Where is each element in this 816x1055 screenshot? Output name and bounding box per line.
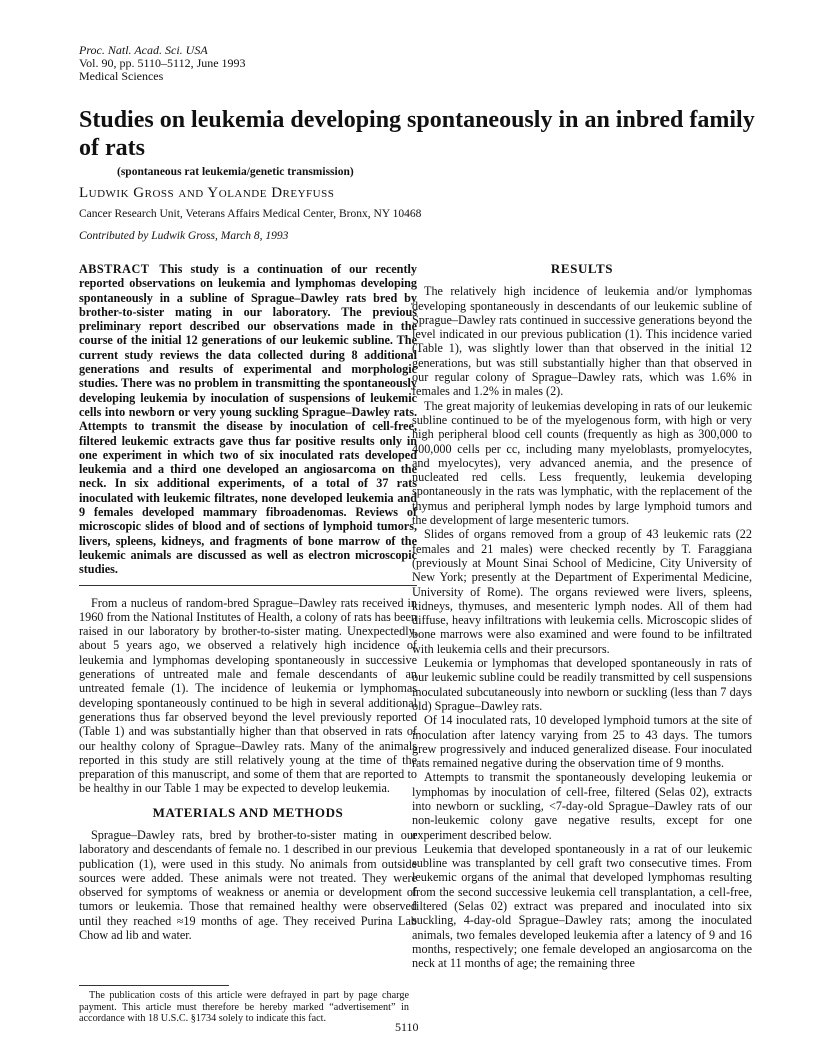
results-paragraph: Attempts to transmit the spontaneously developing leukemia or lymphomas by inoculation of cell-free, filtered (Selas 02), extracts into newborn or suckling, <7-day-old Sprague–Dawley rats of our non-leukemic colony gave negative results, except for one experiment described below. xyxy=(412,770,752,842)
results-heading: RESULTS xyxy=(550,261,614,276)
methods-heading: MATERIALS AND METHODS xyxy=(152,804,344,820)
methods-paragraph: Sprague–Dawley rats, bred by brother-to-sister mating in our laboratory and descendants of female no. 1 described in our previous publication (1), were used in this study. No animals from outside sources were added. These animals were not treated. They were observed for symptoms of weakness or anemia or development of tumors or leukemia. Those that remained healthy were observed until they reached ≈19 months of age. They received Purina Lab Chow ad lib and water. xyxy=(79,827,417,943)
affiliation: Cancer Research Unit, Veterans Affairs Medical Center, Bronx, NY 10468 xyxy=(79,208,422,220)
intro-paragraph: From a nucleus of random-bred Sprague–Dawley rats received in 1960 from the National Institutes of Health, a colony of rats has been raised in our laboratory by brother-to-sister mating. Unexpectedly, about 5 years ago, we observed a relatively high incidence of leukemia and lymphomas developing spontaneously in successive generations of untreated male and female descendants of an untreated female (1). The incidence of leukemia or lymphomas developing spontaneously continued to be high in several additional generations thus far observed beyond the level previously reported (Table 1) and was substantially higher than that observed in rats of our healthy colony of Sprague–Dawley rats. Many of the animals reported in this study are still relatively young at the time of the preparation of this manuscript, and some of them that are reported to be healthy in our Table 1 may be expected to develop leukemia. xyxy=(79,595,417,796)
contributed-by: Contributed by Ludwik Gross, March 8, 1993 xyxy=(79,230,289,242)
results-paragraph: The great majority of leukemias developing in rats of our leukemic subline continued to be of the myelogenous form, with high or very high peripheral blood cell counts (frequently as high as 300,000 to 400,000 cells per cc, including many myeloblasts, promyelocytes, and myelocytes), very advanced anemia, and the presence of nucleated red cells. Less frequently, leukemia developing spontaneously in the rats was lymphatic, with the replacement of the thymus and peripheral lymph nodes by large lymphoid tumors and the development of large mesenteric tumors. xyxy=(412,398,752,528)
footnote: The publication costs of this article were defrayed in part by page charge payment. This article must therefore be hereby marked “advertisement” in accordance with 18 U.S.C. §1734 solely to indicate this fact. xyxy=(79,990,409,1025)
results-paragraph: Of 14 inoculated rats, 10 developed lymphoid tumors at the site of inoculation after latency varying from 25 to 43 days. The tumors grew progressively and induced generalized disease. Four inoculated rats remained negative during the observation time of 9 months. xyxy=(412,713,752,771)
results-paragraph: The relatively high incidence of leukemia and/or lymphomas developing spontaneously in descendants of our leukemic subline of Sprague–Dawley rats continued in successive generations beyond the level indicated in our previous publication (1). This incidence varied (Table 1), was slightly lower than that observed in the initial 12 generations, but was still substantially higher than that observed in our regular colony of Sprague–Dawley rats, which was 1.6% in females and 1.2% in males (2). xyxy=(412,284,752,399)
keywords: (spontaneous rat leukemia/genetic transmission) xyxy=(117,166,354,178)
article-title: Studies on leukemia developing spontaneously in an inbred family of rats xyxy=(79,107,755,161)
results-paragraph: Slides of organs removed from a group of 43 leukemic rats (22 females and 21 males) were checked recently by T. Faraggiana (previously at Mount Sinai School of Medicine, City University of New York; presently at the Department of Experimental Medicine, University of Rome). The organs reviewed were livers, spleens, kidneys, thymuses, and mesenteric lymph nodes. All of them had diffuse, heavy infiltrations with leukemia cells. Microscopic slides of bone marrows were also examined and were found to be infiltrated with leukemia cells and their precursors. xyxy=(412,527,752,656)
results-paragraph: Leukemia or lymphomas that developed spontaneously in rats of our leukemic subline could be readily transmitted by cell suspensions inoculated subcutaneously into newborn or suckling (less than 7 days old) Sprague–Dawley rats. xyxy=(412,656,752,713)
journal-volume: Vol. 90, pp. 5110–5112, June 1993 xyxy=(79,56,246,70)
abstract xyxy=(79,262,417,577)
footnote-divider xyxy=(79,985,229,986)
journal-name: Proc. Natl. Acad. Sci. USA xyxy=(79,43,208,57)
results-paragraph: Leukemia that developed spontaneously in a rat of our leukemic subline was transplanted by cell graft two consecutive times. From leukemic organs of the animal that developed lymphomas resulting from the second successive leukemia cell transplantation, a cell-free, filtered (Selas 02) extract was prepared and inoculated into six suckling, 4-day-old Sprague–Dawley rats; among the inoculated animals, two females developed leukemia after a latency of 9 and 16 months, respectively; one female developed an angiosarcoma on the neck at 11 months of age; the remaining three xyxy=(412,841,752,971)
journal-section: Medical Sciences xyxy=(79,69,164,83)
abstract-divider xyxy=(79,585,417,586)
page-number: 5110 xyxy=(395,1020,419,1034)
authors: Ludwik Gross and Yolande Dreyfuss xyxy=(79,185,335,201)
abstract-label: ABSTRACT xyxy=(79,262,150,276)
left-column xyxy=(79,262,417,942)
right-column xyxy=(412,262,752,971)
journal-header xyxy=(79,44,246,83)
abstract-text: This study is a continuation of our recently reported observations on leukemia and lymphomas developing spontaneously in a subline of Sprague–Dawley rats bred by brother-to-sister mating in our laboratory. The previous preliminary report described our observations made in the course of the initial 12 generations of our leukemic subline. The current study reviews the data collected during 8 additional generations and results of experimental and morphologic studies. There was no problem in transmitting the spontaneously developing leukemia by inoculation of suspensions of leukemic cells into newborn or very young suckling Sprague–Dawley rats. Attempts to transmit the disease by inoculation of cell-free, filtered leukemic extracts gave thus far positive results only in one experiment in which two of six inoculated rats developed leukemia and a third one developed an angiosarcoma on the neck. In six additional experiments, of a total of 37 rats inoculated with leukemic filtrates, none developed leukemia and 9 females developed mammary fibroadenomas. Reviews of microscopic slides of blood and of sections of lymphoid tumors, livers, spleens, kidneys, and fragments of bone marrow of the leukemic animals are discussed as well as electron microscopic studies. xyxy=(79,262,417,577)
